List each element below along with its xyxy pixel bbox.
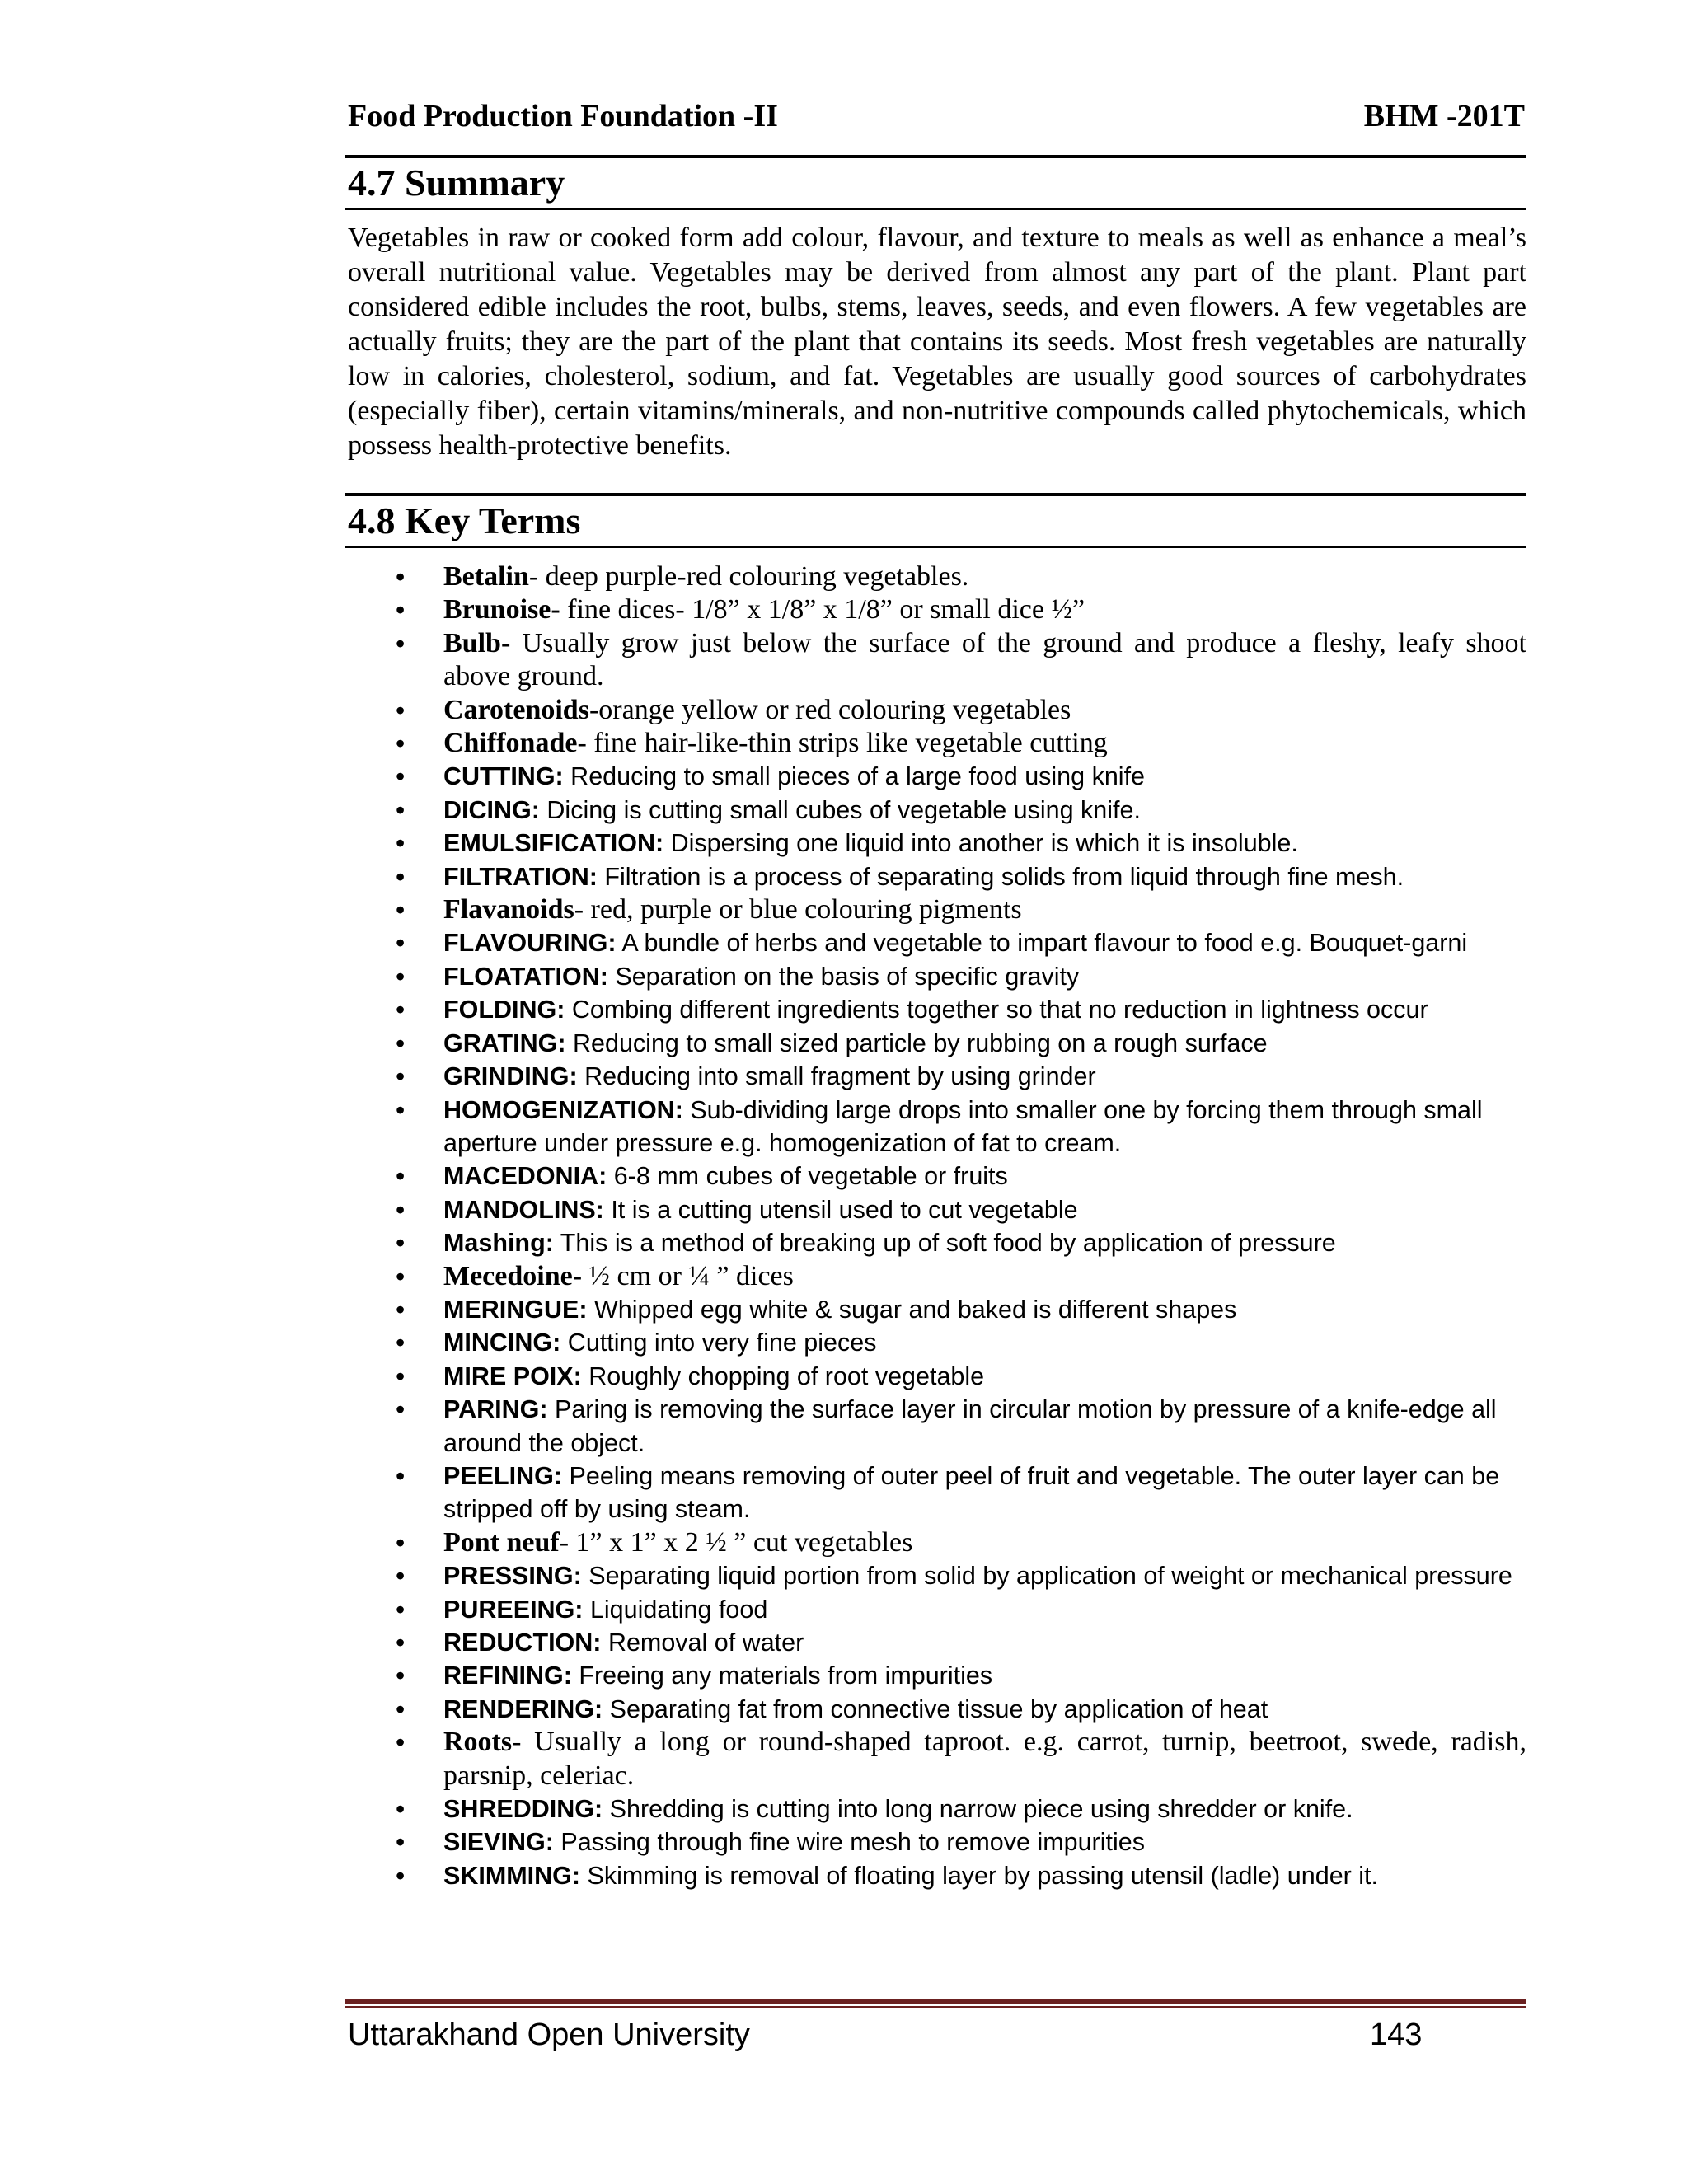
summary-heading-rule <box>345 208 1526 210</box>
key-term-definition: Cutting into very fine pieces <box>560 1329 877 1357</box>
key-term-definition: - Usually grow just below the surface of the ground and produce a fleshy, leafy shoot above ground. <box>443 627 1526 692</box>
footer-university: Uttarakhand Open University <box>348 2018 750 2052</box>
key-term-definition: This is a method of breaking up of soft food by application of pressure <box>553 1229 1336 1258</box>
key-term-name: FILTRATION: <box>443 862 598 891</box>
key-term-item <box>348 694 1526 727</box>
key-term-definition: - 1” x 1” x 2 ½ ” cut vegetables <box>559 1526 913 1558</box>
key-term-item <box>348 1193 1526 1226</box>
key-term-definition: Roughly chopping of root vegetable <box>581 1361 985 1390</box>
bullet-icon: • <box>396 729 406 759</box>
key-term-name: RENDERING: <box>443 1694 603 1723</box>
key-term-name: Pont neuf <box>443 1526 560 1558</box>
key-term-name: SKIMMING: <box>443 1861 581 1890</box>
bullet-icon: • <box>396 961 406 991</box>
key-term-item <box>348 760 1526 793</box>
footer-rule-thick <box>345 1999 1526 2004</box>
bullet-icon: • <box>396 1794 406 1825</box>
key-term-definition: Peeling means removing of outer peel of fruit and vegetable. The outer layer can be stripped off by using steam. <box>443 1461 1500 1524</box>
key-term-name: DICING: <box>443 795 540 824</box>
key-term-name: EMULSIFICATION: <box>443 829 664 858</box>
summary-heading: 4.7 Summary <box>348 162 565 204</box>
key-term-item <box>348 960 1526 993</box>
bullet-icon: • <box>396 1727 406 1758</box>
bullet-icon: • <box>396 1161 406 1192</box>
key-term-definition: Removal of water <box>601 1629 804 1657</box>
key-terms-heading-rule <box>345 546 1526 548</box>
key-term-item <box>348 1293 1526 1326</box>
bullet-icon: • <box>396 1361 406 1391</box>
bullet-icon: • <box>396 794 406 825</box>
key-term-name: Betalin <box>443 561 529 592</box>
key-term-definition: Shredding is cutting into long narrow piece using shredder or knife. <box>603 1795 1353 1824</box>
bullet-icon: • <box>396 1460 406 1491</box>
bullet-icon: • <box>396 1328 406 1358</box>
header-rule <box>345 155 1526 158</box>
footer-rule-thin <box>345 2006 1526 2008</box>
bullet-icon: • <box>396 1394 406 1425</box>
bullet-icon: • <box>396 1694 406 1724</box>
key-term-definition: fine dices- 1/8” x 1/8” x 1/8” or small dice ½” <box>560 594 1085 626</box>
key-term-item <box>348 1094 1526 1160</box>
bullet-icon: • <box>396 1228 406 1258</box>
key-term-name: MIRE POIX: <box>443 1361 582 1390</box>
bullet-icon: • <box>396 628 406 658</box>
key-term-definition: Passing through fine wire mesh to remove impurities <box>553 1828 1145 1857</box>
key-term-definition: -orange yellow or red colouring vegetables <box>588 694 1071 725</box>
key-term-name: MERINGUE: <box>443 1295 588 1324</box>
key-term-name: GRINDING: <box>443 1062 578 1091</box>
key-term-name: GRATING: <box>443 1029 566 1057</box>
bullet-icon: • <box>396 1094 406 1125</box>
bullet-icon: • <box>396 1561 406 1591</box>
bullet-icon: • <box>396 995 406 1025</box>
bullet-icon: • <box>396 861 406 892</box>
key-term-item <box>348 593 1526 626</box>
key-term-name: CUTTING: <box>443 762 564 791</box>
key-term-name: Carotenoids <box>443 694 589 725</box>
key-term-definition: Reducing to small pieces of a large food using knife <box>563 762 1146 791</box>
key-term-definition: Paring is removing the surface layer in circular motion by pressure of a knife-edge all around the object. <box>443 1395 1497 1457</box>
key-term-name: REFINING: <box>443 1661 572 1690</box>
key-term-item <box>348 1226 1526 1259</box>
key-term-definition: Separation on the basis of specific gravity <box>607 962 1080 991</box>
bullet-icon: • <box>396 928 406 958</box>
bullet-icon: • <box>396 1860 406 1891</box>
key-term-definition: - fine hair-like-thin strips like vegetable cutting <box>577 728 1108 759</box>
key-term-name: SHREDDING: <box>443 1795 603 1824</box>
key-term-name: Chiffonade <box>443 728 578 759</box>
key-term-definition: A bundle of herbs and vegetable to impart flavour to food e.g. Bouquet-garni <box>616 929 1468 958</box>
key-term-item <box>348 1659 1526 1692</box>
key-term-definition: Separating liquid portion from solid by application of weight or mechanical pressure <box>581 1562 1512 1591</box>
bullet-icon: • <box>396 1527 406 1558</box>
bullet-icon: • <box>396 1062 406 1092</box>
key-term-definition: Reducing into small fragment by using grinder <box>577 1062 1096 1091</box>
key-term-name: PRESSING: <box>443 1562 582 1591</box>
key-term-item <box>348 1326 1526 1359</box>
key-term-item <box>348 827 1526 860</box>
key-terms-heading: 4.8 Key Terms <box>348 499 581 541</box>
bullet-icon: • <box>396 1028 406 1058</box>
key-term-name: SIEVING: <box>443 1828 554 1857</box>
key-term-name: PARING: <box>443 1395 548 1424</box>
bullet-icon: • <box>396 1594 406 1624</box>
key-term-item <box>348 893 1526 926</box>
key-term-name: Mecedoine <box>443 1260 573 1291</box>
key-term-definition: Liquidating food <box>583 1595 768 1624</box>
key-term-definition: Skimming is removal of floating layer by passing utensil (ladle) under it. <box>580 1861 1379 1890</box>
key-term-name: MACEDONIA: <box>443 1162 607 1191</box>
key-term-definition: - deep purple-red colouring vegetables. <box>528 561 969 592</box>
key-term-item <box>348 1360 1526 1393</box>
key-term-name: Brunoise- <box>443 594 560 626</box>
key-term-item <box>348 860 1526 893</box>
key-term-definition: Whipped egg white & sugar and baked is different shapes <box>587 1295 1237 1324</box>
key-term-item <box>348 1593 1526 1626</box>
key-term-item <box>348 560 1526 593</box>
key-term-item <box>348 1793 1526 1825</box>
key-term-name: FOLDING: <box>443 996 565 1024</box>
key-terms-list <box>348 560 1526 1892</box>
key-term-name: Roots <box>443 1727 513 1758</box>
key-term-item <box>348 1260 1526 1293</box>
key-term-item <box>348 1559 1526 1592</box>
key-term-definition: - red, purple or blue colouring pigments <box>574 894 1022 926</box>
bullet-icon: • <box>396 562 406 592</box>
key-term-name: MANDOLINS: <box>443 1195 604 1224</box>
key-term-item <box>348 1060 1526 1093</box>
key-term-item <box>348 1693 1526 1726</box>
key-term-name: HOMOGENIZATION: <box>443 1095 683 1124</box>
summary-paragraph: Vegetables in raw or cooked form add colour, flavour, and texture to meals as well as enhance a meal’s overall nutritional value. Vegetables may be derived from almost any part of the plant. Plant part considered edible includes the root, bulbs, stems, leaves, seeds, and even flowers. A few vegetables are actually fruits; they are the part of the plant that contains its seeds. Most fresh vegetables are naturally low in calories, cholesterol, sodium, and fat. Vegetables are usually good sources of carbohydrates (especially fiber), certain vitamins/minerals, and non-nutritive compounds called phytochemicals, which possess health-protective benefits. <box>348 223 1526 461</box>
key-term-definition: 6-8 mm cubes of vegetable or fruits <box>607 1162 1008 1191</box>
key-term-item <box>348 1393 1526 1460</box>
key-term-definition: Separating fat from connective tissue by application of heat <box>603 1694 1268 1723</box>
bullet-icon: • <box>396 1261 406 1291</box>
key-term-item <box>348 727 1526 760</box>
bullet-icon: • <box>396 1661 406 1691</box>
key-term-definition: Filtration is a process of separating solids from liquid through fine mesh. <box>597 862 1404 891</box>
bullet-icon: • <box>396 828 406 859</box>
key-terms-top-rule <box>345 493 1526 496</box>
key-term-definition: Sub-dividing large drops into smaller one by forcing them through small aperture under pressure e.g. homogenization of fat to cream. <box>443 1095 1483 1157</box>
key-term-item <box>348 794 1526 827</box>
key-term-item <box>348 1526 1526 1559</box>
key-term-item <box>348 993 1526 1026</box>
key-term-name: MINCING: <box>443 1329 561 1357</box>
key-term-definition: - ½ cm or ¼ ” dices <box>572 1260 794 1291</box>
key-term-item <box>348 926 1526 959</box>
key-term-definition: It is a cutting utensil used to cut vegetable <box>603 1195 1078 1224</box>
bullet-icon: • <box>396 1827 406 1858</box>
key-term-item <box>348 1160 1526 1193</box>
key-term-definition: Freeing any materials from impurities <box>571 1661 993 1690</box>
key-term-name: Bulb <box>443 627 501 658</box>
key-term-item <box>348 1859 1526 1892</box>
key-term-name: Flavanoids <box>443 894 574 926</box>
key-term-item <box>348 1726 1526 1793</box>
key-term-name: Mashing: <box>443 1229 554 1258</box>
running-header-code: BHM -201T <box>1363 99 1525 134</box>
key-term-name: PEELING: <box>443 1461 563 1490</box>
key-term-definition: Reducing to small sized particle by rubbing on a rough surface <box>565 1029 1268 1057</box>
key-term-definition: Dispersing one liquid into another is which it is insoluble. <box>663 829 1298 858</box>
key-term-definition: Combing different ingredients together so that no reduction in lightness occur <box>565 996 1428 1024</box>
key-term-name: FLOATATION: <box>443 962 608 991</box>
key-term-definition: - Usually a long or round-shaped taproot. e.g. carrot, turnip, beetroot, swede, radish, parsnip, celeriac. <box>443 1727 1526 1791</box>
bullet-icon: • <box>396 762 406 792</box>
key-term-item <box>348 1825 1526 1858</box>
key-term-item <box>348 1626 1526 1659</box>
key-term-name: REDUCTION: <box>443 1629 602 1657</box>
key-term-item <box>348 627 1526 694</box>
bullet-icon: • <box>396 1294 406 1324</box>
footer-page-number: 143 <box>1370 2018 1423 2052</box>
bullet-icon: • <box>396 1628 406 1657</box>
key-term-item <box>348 1027 1526 1060</box>
key-term-definition: Dicing is cutting small cubes of vegetable using knife. <box>539 795 1141 824</box>
key-term-name: FLAVOURING: <box>443 929 617 958</box>
bullet-icon: • <box>396 1194 406 1225</box>
bullet-icon: • <box>396 695 406 725</box>
key-term-name: PUREEING: <box>443 1595 584 1624</box>
key-term-item <box>348 1460 1526 1526</box>
bullet-icon: • <box>396 595 406 626</box>
bullet-icon: • <box>396 895 406 926</box>
running-header-title: Food Production Foundation -II <box>348 99 778 134</box>
